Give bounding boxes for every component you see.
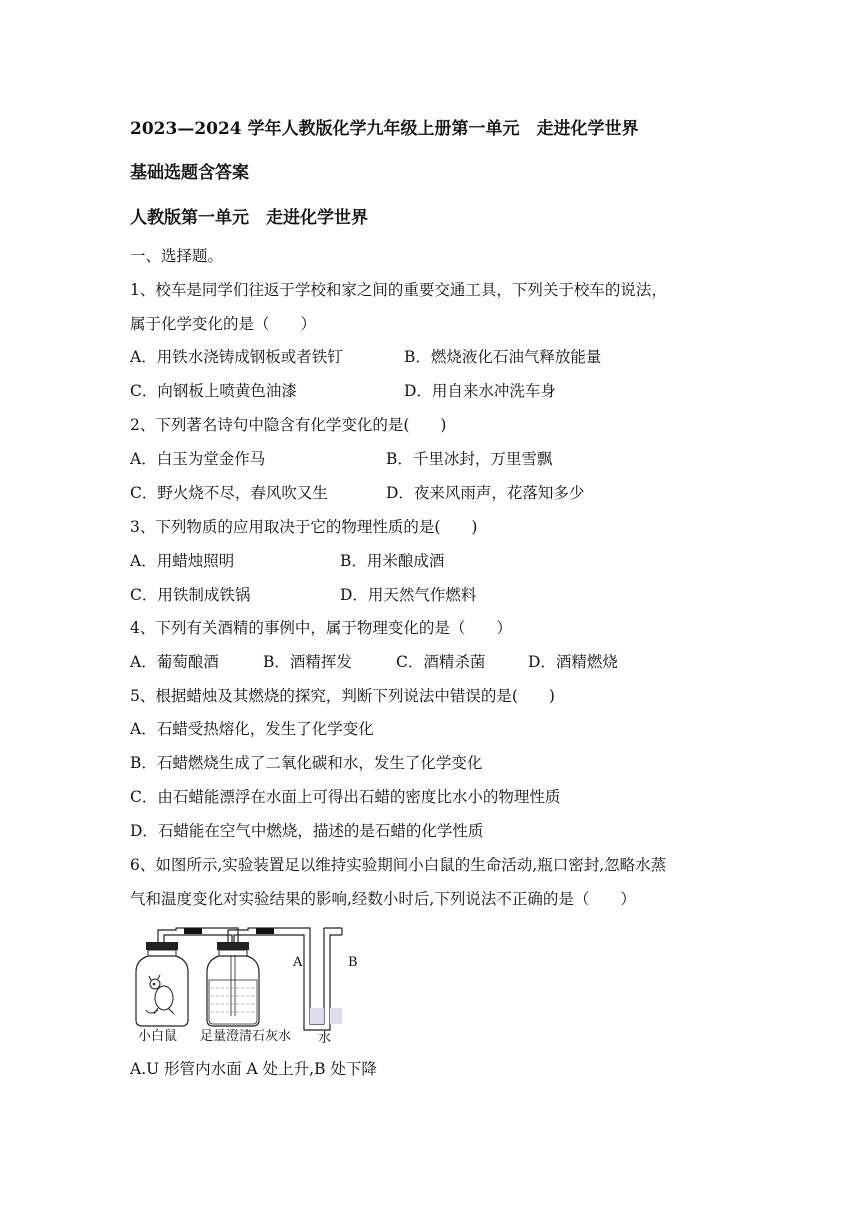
apparatus-diagram bbox=[128, 918, 378, 1044]
question-4-stem: 4、下列有关酒精的事例中，属于物理变化的是（ ） bbox=[130, 619, 512, 637]
question-1-option-b: B．燃烧液化石油气释放能量 bbox=[404, 348, 602, 366]
question-2-stem: 2、下列著名诗句中隐含有化学变化的是( ) bbox=[130, 416, 447, 434]
question-5-option-a: A．石蜡受热熔化，发生了化学变化 bbox=[130, 720, 374, 738]
question-3-option-d: D．用天然气作燃料 bbox=[340, 586, 477, 604]
question-4-option-c: C．酒精杀菌 bbox=[396, 653, 486, 671]
question-5-option-b: B．石蜡燃烧生成了二氧化碳和水，发生了化学变化 bbox=[130, 754, 483, 772]
question-1-stem-line-2: 属于化学变化的是（ ） bbox=[130, 315, 317, 333]
question-4-option-d: D．酒精燃烧 bbox=[528, 653, 618, 671]
question-1-option-c: C．向钢板上喷黄色油漆 bbox=[130, 382, 297, 400]
question-1-stem-line-1: 1、校车是同学们往返于学校和家之间的重要交通工具，下列关于校车的说法， bbox=[130, 281, 667, 299]
rubber-joint-2 bbox=[256, 928, 274, 934]
question-5-option-d: D．石蜡能在空气中燃烧，描述的是石蜡的化学性质 bbox=[130, 822, 484, 840]
question-6-option-a: A.U 形管内水面 A 处上升,B 处下降 bbox=[130, 1060, 377, 1078]
label-limewater: 足量澄清石灰水 bbox=[200, 1029, 292, 1044]
question-4-option-b: B．酒精挥发 bbox=[263, 653, 352, 671]
question-1-option-a: A．用铁水浇铸成钢板或者铁钉 bbox=[130, 348, 343, 366]
question-5-option-c: C．由石蜡能漂浮在水面上可得出石蜡的密度比水小的物理性质 bbox=[130, 788, 561, 806]
limewater-jar bbox=[207, 942, 259, 1026]
mouse-jar bbox=[136, 942, 188, 1026]
question-5-stem: 5、根据蜡烛及其燃烧的探究，判断下列说法中错误的是( ) bbox=[130, 687, 555, 705]
question-2-option-c: C．野火烧不尽，春风吹又生 bbox=[130, 484, 328, 502]
question-6-stem-line-2: 气和温度变化对实验结果的影响,经数小时后,下列说法不正确的是（ ） bbox=[130, 890, 636, 908]
question-2-option-b: B．千里冰封，万里雪飘 bbox=[386, 450, 553, 468]
rubber-joint-1 bbox=[184, 928, 202, 934]
section-heading: 一、选择题。 bbox=[130, 247, 224, 265]
label-a: A bbox=[293, 955, 303, 970]
question-2-option-d: D．夜来风雨声，花落知多少 bbox=[386, 484, 585, 502]
title-line-1: 2023—2024 学年人教版化学九年级上册第一单元 走进化学世界 bbox=[130, 119, 639, 139]
label-mouse: 小白鼠 bbox=[138, 1029, 178, 1044]
question-3-option-a: A．用蜡烛照明 bbox=[130, 552, 235, 570]
label-b: B bbox=[348, 955, 358, 970]
question-6-stem-line-1: 6、如图所示,实验装置足以维持实验期间小白鼠的生命活动,瓶口密封,忽略水蒸 bbox=[130, 856, 667, 874]
question-3-option-c: C．用铁制成铁锅 bbox=[130, 586, 251, 604]
apparatus-figure bbox=[128, 918, 378, 1044]
question-2-option-a: A．白玉为堂金作马 bbox=[130, 450, 266, 468]
question-4-option-a: A．葡萄酿酒 bbox=[130, 653, 219, 671]
unit-heading: 人教版第一单元 走进化学世界 bbox=[130, 208, 368, 228]
question-1-option-d: D．用自来水冲洗车身 bbox=[404, 382, 556, 400]
question-3-option-b: B．用米酿成酒 bbox=[340, 552, 445, 570]
title-line-2: 基础选题含答案 bbox=[130, 163, 249, 183]
label-water: 水 bbox=[318, 1031, 332, 1044]
question-3-stem: 3、下列物质的应用取决于它的物理性质的是( ) bbox=[130, 518, 478, 536]
